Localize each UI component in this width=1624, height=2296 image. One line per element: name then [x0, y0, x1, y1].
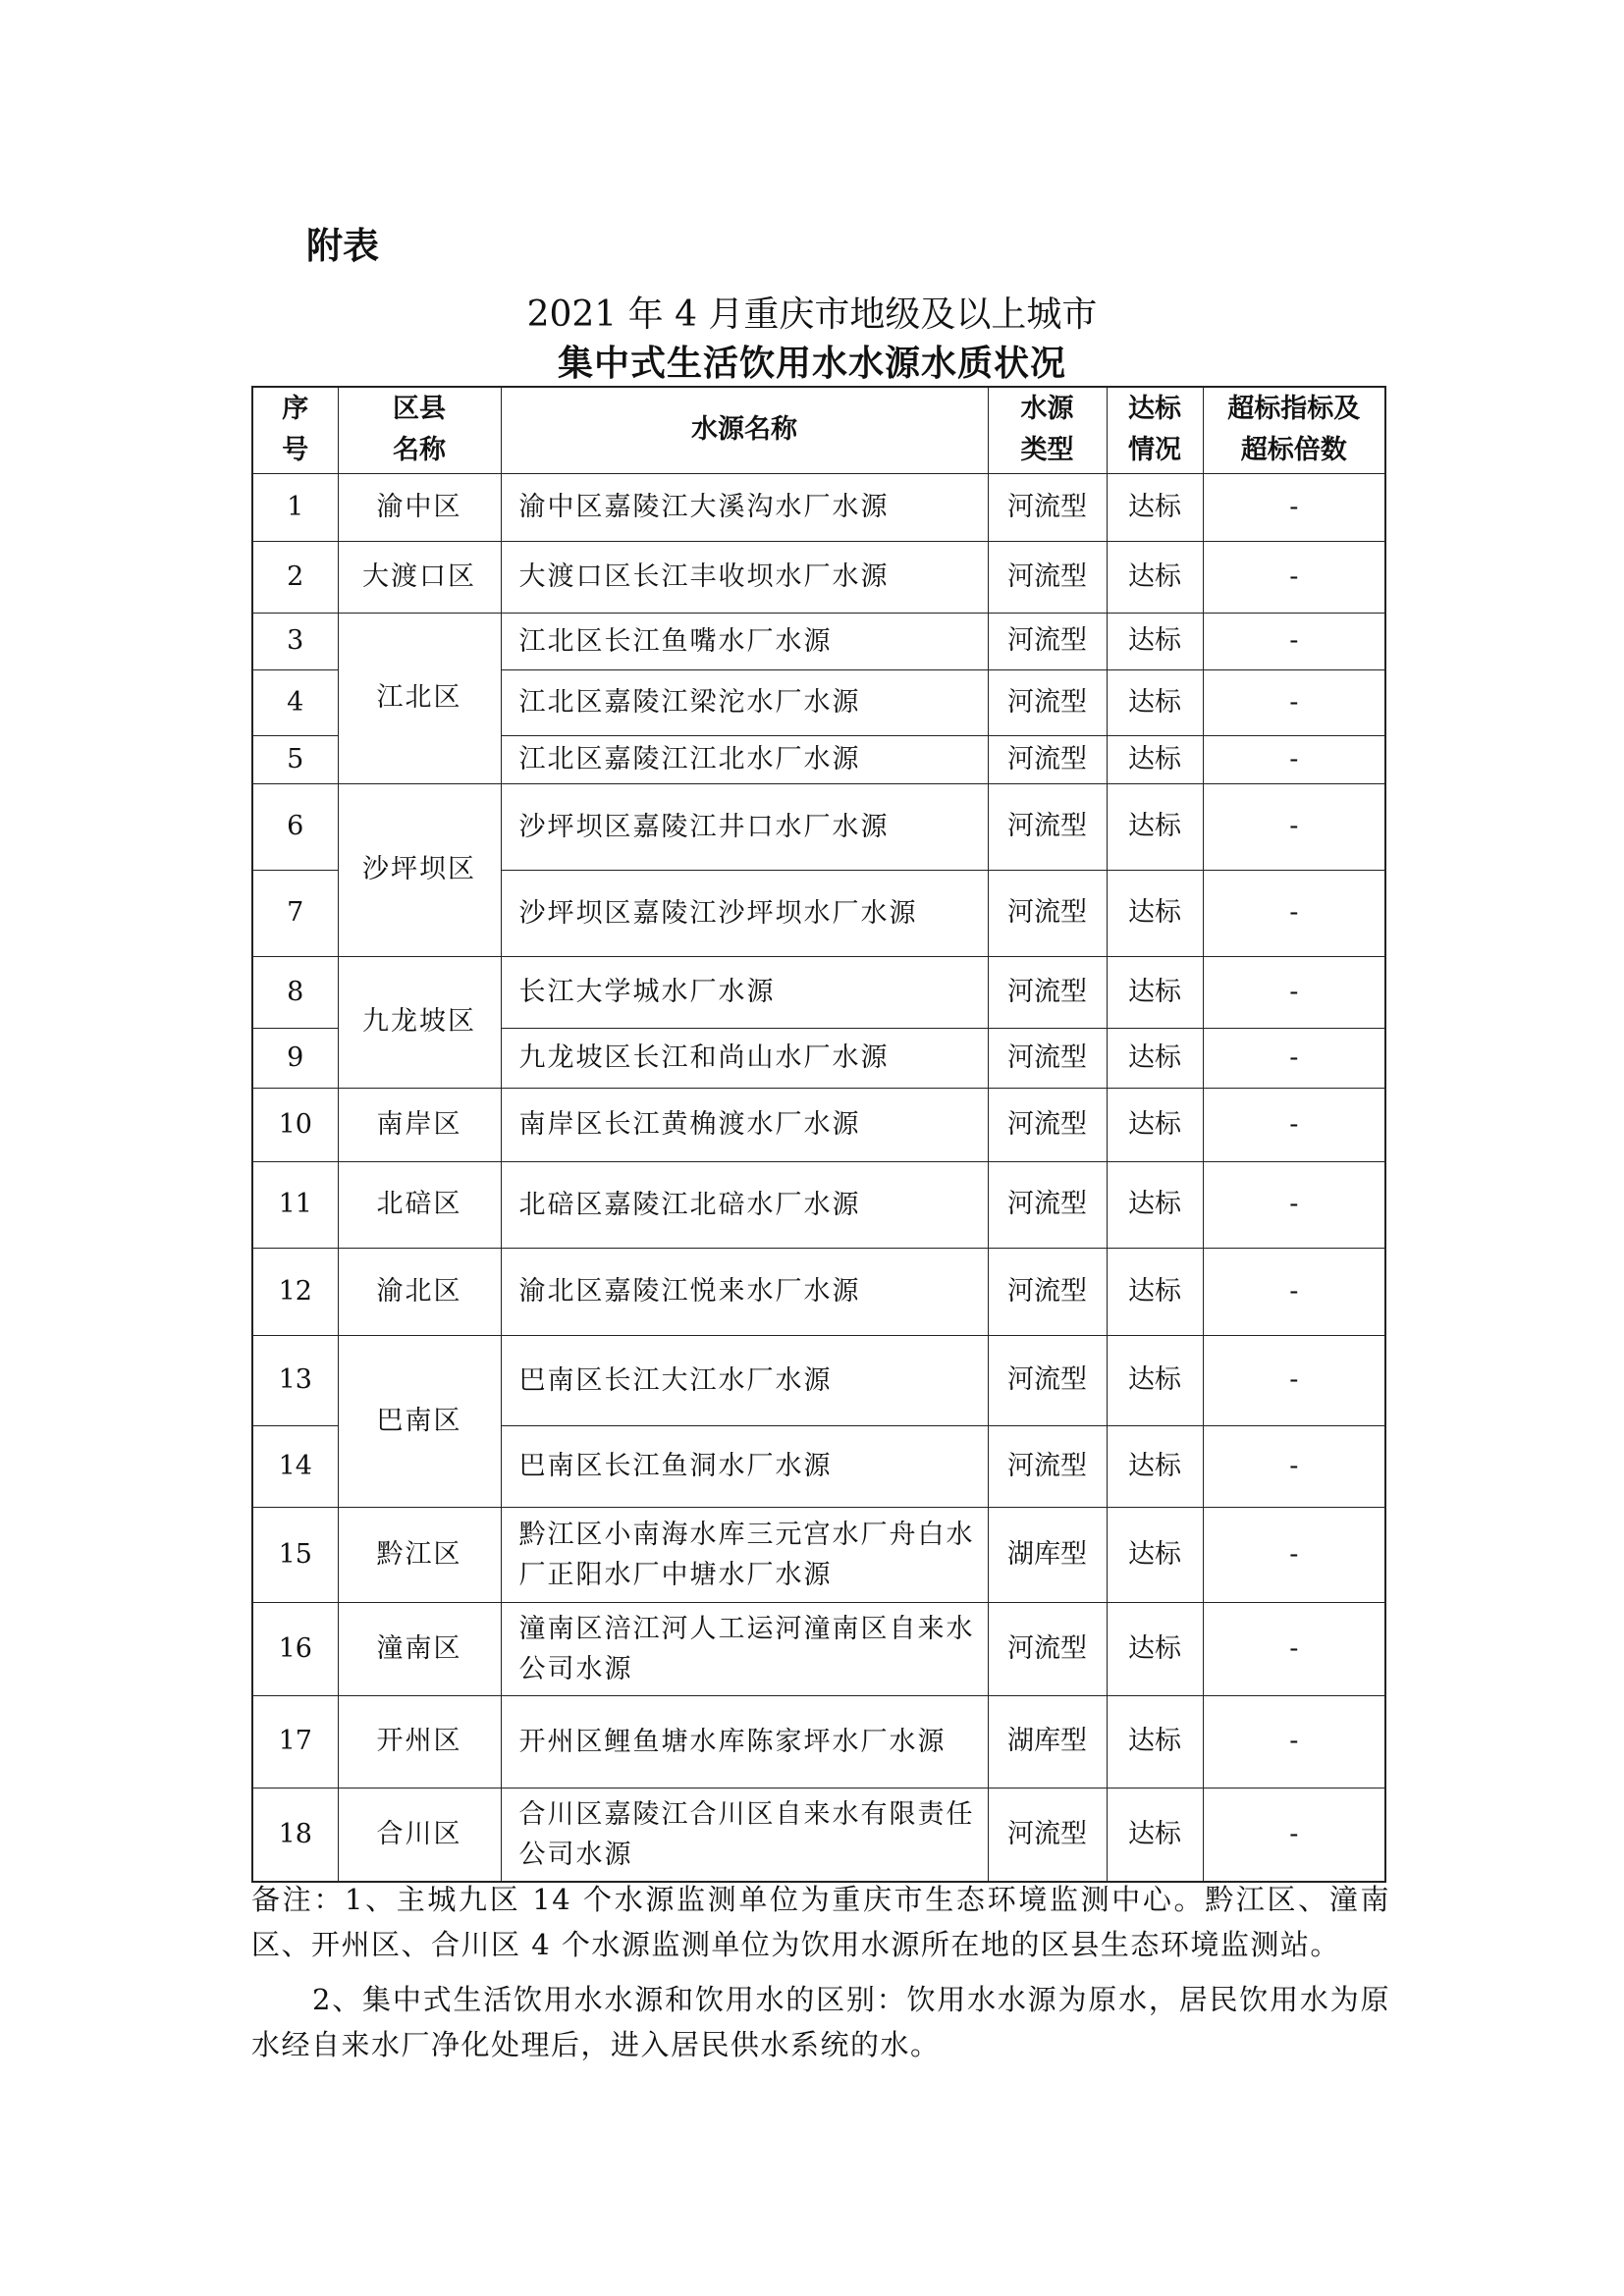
header-compliance: 达标 情况: [1107, 387, 1203, 473]
cell-exceed: -: [1203, 1335, 1385, 1425]
table-row: [252, 541, 1385, 613]
cell-source-type: 河流型: [988, 1028, 1107, 1088]
cell-source-name: 南岸区长江黄桷渡水厂水源: [501, 1088, 988, 1161]
cell-source-name: 江北区嘉陵江梁沱水厂水源: [501, 669, 988, 735]
cell-source-type: 湖库型: [988, 1695, 1107, 1788]
header-district: 区县 名称: [338, 387, 501, 473]
cell-no: 17: [252, 1695, 338, 1788]
table-row: [252, 956, 1385, 1028]
header-source-name: 水源名称: [501, 387, 988, 473]
cell-source-name: 长江大学城水厂水源: [501, 956, 988, 1028]
cell-exceed: -: [1203, 870, 1385, 956]
cell-exceed: -: [1203, 1788, 1385, 1882]
cell-district: 江北区: [338, 613, 501, 783]
cell-exceed: -: [1203, 1028, 1385, 1088]
note-1: 备注：1、主城九区 14 个水源监测单位为重庆市生态环境监测中心。黔江区、潼南区、开州区、合川区 4 个水源监测单位为饮用水源所在地的区县生态环境监测站。: [251, 1883, 1390, 1961]
cell-no: 4: [252, 669, 338, 735]
cell-source-type: 河流型: [988, 1425, 1107, 1507]
cell-no: 9: [252, 1028, 338, 1088]
cell-status: 达标: [1107, 1161, 1203, 1248]
table-row: [252, 1335, 1385, 1425]
cell-source-name: 巴南区长江大江水厂水源: [501, 1335, 988, 1425]
cell-source-type: 河流型: [988, 735, 1107, 783]
cell-status: 达标: [1107, 473, 1203, 541]
cell-status: 达标: [1107, 783, 1203, 870]
cell-exceed: -: [1203, 1248, 1385, 1335]
table-row: [252, 613, 1385, 669]
cell-source-name: 渝北区嘉陵江悦来水厂水源: [501, 1248, 988, 1335]
table-row: [252, 1248, 1385, 1335]
note-2: 2、集中式生活饮用水水源和饮用水的区别：饮用水水源为原水，居民饮用水为原水经自来水厂净化处理后，进入居民供水系统的水。: [251, 1983, 1390, 2061]
cell-source-name: 江北区长江鱼嘴水厂水源: [501, 613, 988, 669]
cell-source-type: 河流型: [988, 541, 1107, 613]
cell-status: 达标: [1107, 1028, 1203, 1088]
cell-source-type: 河流型: [988, 669, 1107, 735]
cell-district: 九龙坡区: [338, 956, 501, 1088]
cell-source-type: 河流型: [988, 1335, 1107, 1425]
cell-district: 大渡口区: [338, 541, 501, 613]
cell-source-type: 河流型: [988, 956, 1107, 1028]
cell-status: 达标: [1107, 1088, 1203, 1161]
cell-district: 合川区: [338, 1788, 501, 1882]
cell-no: 16: [252, 1602, 338, 1695]
cell-status: 达标: [1107, 669, 1203, 735]
cell-status: 达标: [1107, 1788, 1203, 1882]
cell-district: 渝北区: [338, 1248, 501, 1335]
cell-source-name: 沙坪坝区嘉陵江井口水厂水源: [501, 783, 988, 870]
cell-status: 达标: [1107, 613, 1203, 669]
table-title-line1: 2021 年 4 月重庆市地级及以上城市: [526, 294, 1098, 335]
cell-status: 达标: [1107, 1248, 1203, 1335]
notes-section: [251, 1877, 1390, 2067]
cell-district: 南岸区: [338, 1088, 501, 1161]
table-row: [252, 1602, 1385, 1695]
cell-source-name: 江北区嘉陵江江北水厂水源: [501, 735, 988, 783]
cell-source-type: 河流型: [988, 1602, 1107, 1695]
cell-exceed: -: [1203, 473, 1385, 541]
cell-no: 1: [252, 473, 338, 541]
cell-status: 达标: [1107, 1602, 1203, 1695]
cell-district: 渝中区: [338, 473, 501, 541]
water-quality-table: [251, 386, 1386, 1883]
cell-source-type: 河流型: [988, 1088, 1107, 1161]
cell-source-type: 河流型: [988, 613, 1107, 669]
cell-status: 达标: [1107, 735, 1203, 783]
cell-no: 14: [252, 1425, 338, 1507]
cell-exceed: -: [1203, 541, 1385, 613]
table-row: [252, 1788, 1385, 1882]
cell-district: 巴南区: [338, 1335, 501, 1507]
cell-no: 6: [252, 783, 338, 870]
cell-no: 8: [252, 956, 338, 1028]
cell-district: 北碚区: [338, 1161, 501, 1248]
header-source-type: 水源 类型: [988, 387, 1107, 473]
table-row: [252, 473, 1385, 541]
cell-source-name: 巴南区长江鱼洞水厂水源: [501, 1425, 988, 1507]
cell-status: 达标: [1107, 870, 1203, 956]
cell-status: 达标: [1107, 1335, 1203, 1425]
cell-exceed: -: [1203, 669, 1385, 735]
cell-no: 15: [252, 1507, 338, 1602]
cell-status: 达标: [1107, 1507, 1203, 1602]
table-title-line2: 集中式生活饮用水水源水质状况: [557, 344, 1066, 384]
cell-source-type: 河流型: [988, 1788, 1107, 1882]
cell-status: 达标: [1107, 956, 1203, 1028]
cell-exceed: -: [1203, 613, 1385, 669]
cell-no: 2: [252, 541, 338, 613]
cell-district: 潼南区: [338, 1602, 501, 1695]
cell-no: 3: [252, 613, 338, 669]
cell-status: 达标: [1107, 1695, 1203, 1788]
table-row: [252, 1695, 1385, 1788]
cell-no: 13: [252, 1335, 338, 1425]
cell-status: 达标: [1107, 541, 1203, 613]
cell-no: 5: [252, 735, 338, 783]
cell-exceed: -: [1203, 1088, 1385, 1161]
cell-exceed: -: [1203, 1507, 1385, 1602]
header-exceed: 超标指标及 超标倍数: [1203, 387, 1385, 473]
cell-source-type: 河流型: [988, 1248, 1107, 1335]
cell-source-name: 潼南区涪江河人工运河潼南区自来水公司水源: [501, 1602, 988, 1695]
cell-status: 达标: [1107, 1425, 1203, 1507]
cell-source-name: 合川区嘉陵江合川区自来水有限责任公司水源: [501, 1788, 988, 1882]
cell-no: 10: [252, 1088, 338, 1161]
cell-exceed: -: [1203, 1161, 1385, 1248]
cell-source-name: 大渡口区长江丰收坝水厂水源: [501, 541, 988, 613]
cell-exceed: -: [1203, 735, 1385, 783]
table-row: [252, 783, 1385, 870]
cell-no: 11: [252, 1161, 338, 1248]
cell-district: 开州区: [338, 1695, 501, 1788]
cell-source-type: 河流型: [988, 783, 1107, 870]
cell-source-name: 黔江区小南海水库三元宫水厂舟白水厂正阳水厂中塘水厂水源: [501, 1507, 988, 1602]
table-header-row: [252, 387, 1385, 473]
cell-no: 12: [252, 1248, 338, 1335]
cell-source-type: 河流型: [988, 1161, 1107, 1248]
cell-source-name: 沙坪坝区嘉陵江沙坪坝水厂水源: [501, 870, 988, 956]
appendix-label: 附表: [306, 225, 379, 267]
cell-source-name: 渝中区嘉陵江大溪沟水厂水源: [501, 473, 988, 541]
cell-source-type: 湖库型: [988, 1507, 1107, 1602]
cell-source-name: 九龙坡区长江和尚山水厂水源: [501, 1028, 988, 1088]
cell-source-name: 北碚区嘉陵江北碚水厂水源: [501, 1161, 988, 1248]
cell-no: 7: [252, 870, 338, 956]
table-row: [252, 1507, 1385, 1602]
cell-no: 18: [252, 1788, 338, 1882]
cell-exceed: -: [1203, 1602, 1385, 1695]
header-seq: 序 号: [252, 387, 338, 473]
cell-source-name: 开州区鲤鱼塘水库陈家坪水厂水源: [501, 1695, 988, 1788]
cell-source-type: 河流型: [988, 870, 1107, 956]
cell-district: 沙坪坝区: [338, 783, 501, 956]
cell-district: 黔江区: [338, 1507, 501, 1602]
cell-source-type: 河流型: [988, 473, 1107, 541]
cell-exceed: -: [1203, 1425, 1385, 1507]
table-row: [252, 1088, 1385, 1161]
table-row: [252, 1161, 1385, 1248]
cell-exceed: -: [1203, 956, 1385, 1028]
cell-exceed: -: [1203, 783, 1385, 870]
cell-exceed: -: [1203, 1695, 1385, 1788]
